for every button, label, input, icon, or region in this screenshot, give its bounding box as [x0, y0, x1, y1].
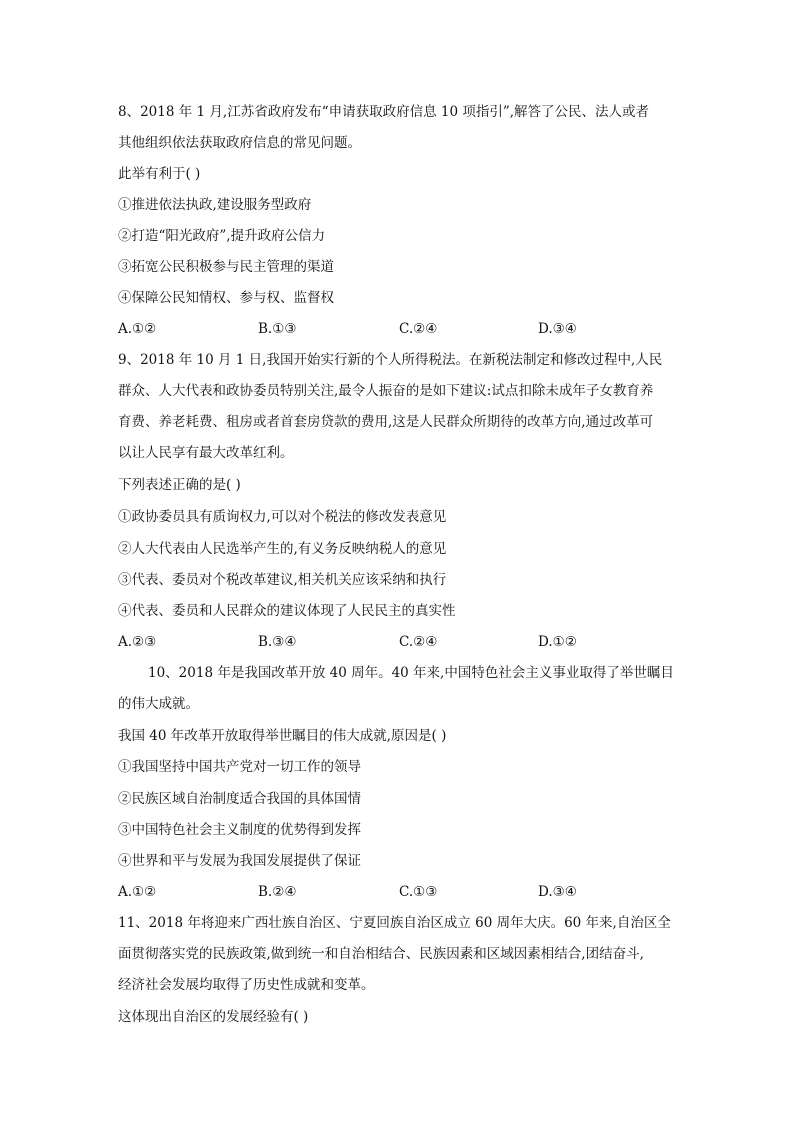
q9-option-c: C.②④ [399, 634, 438, 650]
q8-item-1: ①推进依法执政,建设服务型政府 [118, 197, 312, 213]
q9-item-4: ④代表、委员和人民群众的建议体现了人民民主的真实性 [118, 603, 456, 619]
q11-prompt: 这体现出自治区的发展经验有( ) [118, 1009, 309, 1025]
q10-item-4: ④世界和平与发展为我国发展提供了保证 [118, 853, 361, 869]
q10-prompt: 我国 40 年改革开放取得举世瞩目的伟大成就,原因是( ) [118, 728, 447, 744]
q9-stem-line-1: 9、2018 年 10 月 1 日,我国开始实行新的个人所得税法。在新税法制定和修改过程中,人民 [118, 352, 663, 368]
q9-stem-line-4: 以让人民享有最大改革红利。 [118, 445, 294, 461]
q8-item-3: ③拓宽公民积极参与民主管理的渠道 [118, 259, 334, 275]
q9-item-2: ②人大代表由人民选举产生的,有义务反映纳税人的意见 [118, 541, 447, 557]
q8-stem-line-1: 8、2018 年 1 月,江苏省政府发布“申请获取政府信息 10 项指引”,解答了公民、法人或者 [118, 104, 650, 120]
q11-stem-line-1: 11、2018 年将迎来广西壮族自治区、宁夏回族自治区成立 60 周年大庆。60 年来,自治区全 [118, 915, 671, 931]
q9-options [118, 633, 718, 651]
q9-stem-line-2: 群众、人大代表和政协委员特别关注,最令人振奋的是如下建议:试点扣除未成年子女教育养 [118, 383, 654, 399]
q10-option-b: B.②④ [258, 884, 297, 900]
q9-prompt: 下列表述正确的是( ) [118, 477, 241, 493]
q8-option-d: D.③④ [538, 321, 577, 337]
q10-stem-line-1: 10、2018 年是我国改革开放 40 周年。40 年来,中国特色社会主义事业取得了举世瞩目 [148, 665, 674, 681]
q11-stem-line-2: 面贯彻落实党的民族政策,做到统一和自治相结合、民族因素和区域因素相结合,团结奋斗, [118, 946, 644, 962]
q8-stem-line-2: 其他组织依法获取政府信息的常见问题。 [118, 135, 361, 151]
q10-item-2: ②民族区域自治制度适合我国的具体国情 [118, 791, 361, 807]
q9-option-d: D.①② [538, 634, 577, 650]
q10-item-3: ③中国特色社会主义制度的优势得到发挥 [118, 822, 361, 838]
q9-item-1: ①政协委员具有质询权力,可以对个税法的修改发表意见 [118, 509, 447, 525]
q11-stem-line-3: 经济社会发展均取得了历史性成就和变革。 [118, 977, 375, 993]
q8-option-c: C.②④ [399, 321, 438, 337]
q8-option-a: A.①② [118, 321, 157, 337]
q9-item-3: ③代表、委员对个税改革建议,相关机关应该采纳和执行 [118, 572, 447, 588]
q10-item-1: ①我国坚持中国共产党对一切工作的领导 [118, 759, 361, 775]
q9-stem-line-3: 育费、养老耗费、租房或者首套房贷款的费用,这是人民群众所期待的改革方向,通过改革可 [118, 414, 654, 430]
q10-option-d: D.③④ [538, 884, 577, 900]
q9-option-b: B.③④ [258, 634, 297, 650]
q10-stem-line-2: 的伟大成就。 [118, 696, 199, 712]
q8-item-4: ④保障公民知情权、参与权、监督权 [118, 290, 334, 306]
q8-item-2: ②打造“阳光政府”,提升政府公信力 [118, 228, 326, 244]
q10-options [118, 883, 718, 901]
q9-option-a: A.②③ [118, 634, 157, 650]
q8-prompt: 此举有利于( ) [118, 166, 201, 182]
q8-options [118, 320, 718, 338]
q8-option-b: B.①③ [258, 321, 297, 337]
q10-option-a: A.①② [118, 884, 157, 900]
q10-option-c: C.①③ [399, 884, 438, 900]
